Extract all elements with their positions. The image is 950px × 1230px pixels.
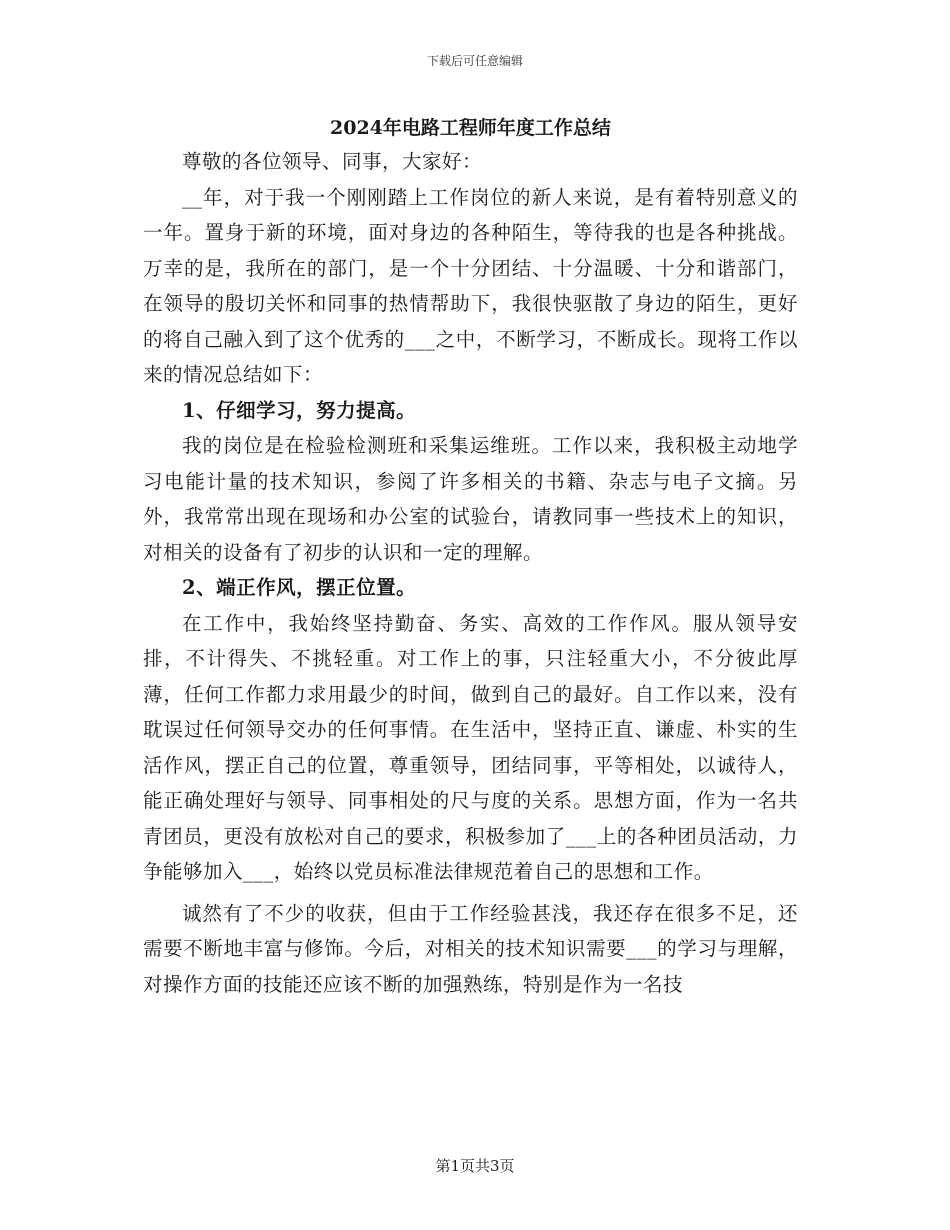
section-2-heading: 2、端正作风，摆正位置。 — [182, 576, 417, 599]
header-note: 下载后可任意编辑 — [426, 54, 523, 68]
page-number-footer: 第1页共3页 — [435, 1157, 515, 1175]
closing-paragraph: 诚然有了不少的收获，但由于工作经验甚浅，我还存在很多不足，还需要不断地丰富与修饰。今后，对相关的技术知识需要___的学习与理解，对操作方面的技能还应该不断的加强熟练，特别是作为一名技 — [143, 901, 798, 996]
greeting-paragraph: 尊敬的各位领导、同事，大家好： — [182, 150, 483, 173]
section-2-paragraph: 在工作中，我始终坚持勤奋、务实、高效的工作作风。服从领导安排，不计得失、不挑轻重。对工作上的事，只注轻重大小，不分彼此厚薄，任何工作都力求用最少的时间，做到自己的最好。自工作以来，没有耽误过任何领导交办的任何事情。在生活中，坚持正直、谦虚、朴实的生活作风，摆正自己的位置，尊重领导，团结同事，平等相处，以诚待人，能正确处理好与领导、同事相处的尺与度的关系。思想方面，作为一名共青团员，更没有放松对自己的要求，积极参加了___上的各种团员活动，力争能够加入___，始终以党员标准法律规范着自己的思想和工作。 — [143, 611, 798, 883]
section-1-paragraph: 我的岗位是在检验检测班和采集运维班。工作以来，我积极主动地学习电能计量的技术知识，参阅了许多相关的书籍、杂志与电子文摘。另外，我常常出现在现场和办公室的试验台，请教同事一些技术上的知识，对相关的设备有了初步的认识和一定的理解。 — [143, 434, 798, 564]
intro-paragraph: __年，对于我一个刚刚踏上工作岗位的新人来说，是有着特别意义的一年。置身于新的环境，面对身边的各种陌生，等待我的也是各种挑战。万幸的是，我所在的部门，是一个十分团结、十分温暖、十分和谐部门，在领导的殷切关怀和同事的热情帮助下，我很快驱散了身边的陌生，更好的将自己融入到了这个优秀的___之中，不断学习，不断成长。现将工作以来的情况总结如下： — [143, 185, 798, 386]
document-title: 2024年电路工程师年度工作总结 — [330, 117, 611, 139]
section-1-heading: 1、仔细学习，努力提高。 — [182, 398, 417, 422]
document-body — [143, 112, 798, 1002]
